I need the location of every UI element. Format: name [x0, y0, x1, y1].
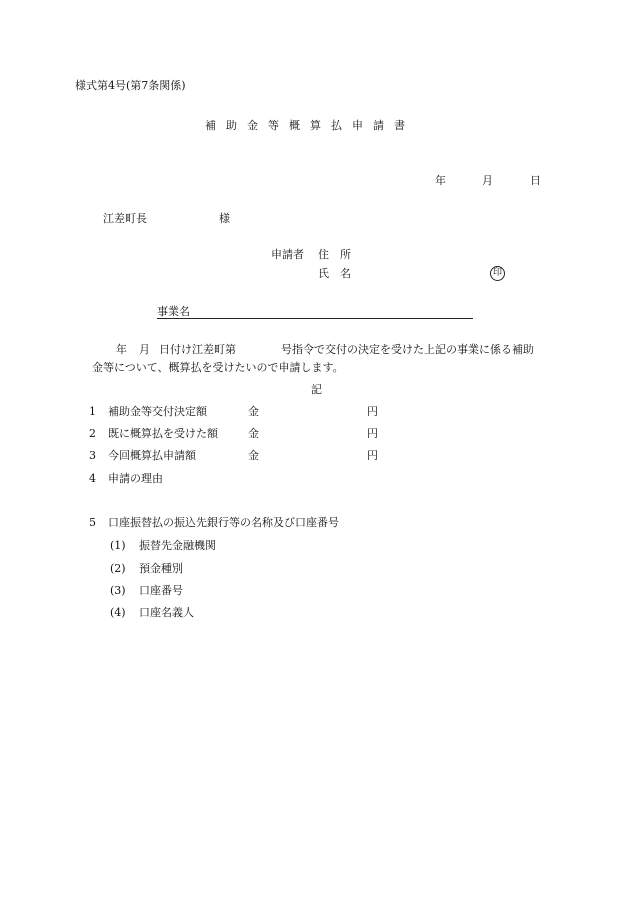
sub-item-number: (3): [110, 584, 126, 597]
applicant-address-label: 住 所: [318, 248, 351, 261]
item-number: 4: [89, 472, 96, 485]
addressee-honorific: 様: [219, 212, 230, 225]
item-currency: 金: [248, 405, 259, 418]
item-yen: 円: [367, 449, 378, 462]
seal-mark: 印: [490, 266, 505, 281]
item-label: 今回概算払申請額: [108, 449, 196, 462]
applicant-name-label: 氏 名: [318, 267, 351, 280]
body-year: 年: [116, 343, 127, 356]
item-label: 申請の理由: [108, 472, 163, 485]
item-number: 2: [89, 427, 96, 440]
body-month: 月: [139, 343, 150, 356]
date-year-label: 年: [435, 174, 446, 187]
item-number: 3: [89, 449, 96, 462]
item-label: 補助金等交付決定額: [108, 405, 207, 418]
sub-item-number: (1): [110, 539, 126, 552]
body-line1-part2: 号指令で交付の決定を受けた上記の事業に係る補助: [281, 343, 534, 356]
sub-item-label: 口座名義人: [139, 606, 194, 619]
document-title: 補助金等概算払申請書: [205, 119, 415, 132]
item-yen: 円: [367, 405, 378, 418]
sub-item-number: (4): [110, 606, 126, 619]
body-line2: 金等について、概算払を受けたいので申請します。: [92, 361, 344, 374]
item-yen: 円: [367, 427, 378, 440]
item-number: 1: [89, 405, 96, 418]
form-number: 様式第4号(第7条関係): [75, 79, 186, 92]
addressee-name: 江差町長: [103, 212, 147, 225]
item-label: 既に概算払を受けた額: [108, 427, 218, 440]
applicant-label: 申請者: [271, 248, 304, 261]
ki-heading: 記: [311, 383, 322, 396]
sub-item-label: 振替先金融機関: [139, 539, 216, 552]
item-label: 口座振替払の振込先銀行等の名称及び口座番号: [108, 516, 339, 529]
date-day-label: 日: [530, 174, 541, 187]
item-number: 5: [89, 516, 96, 529]
sub-item-number: (2): [110, 562, 126, 575]
sub-item-label: 口座番号: [139, 584, 183, 597]
date-month-label: 月: [482, 174, 493, 187]
project-name-underline: [157, 318, 473, 319]
project-name-label: 事業名: [157, 305, 190, 318]
item-currency: 金: [248, 449, 259, 462]
item-currency: 金: [248, 427, 259, 440]
sub-item-label: 預金種別: [139, 562, 183, 575]
body-line1-part1: 日付け江差町第: [159, 343, 236, 356]
